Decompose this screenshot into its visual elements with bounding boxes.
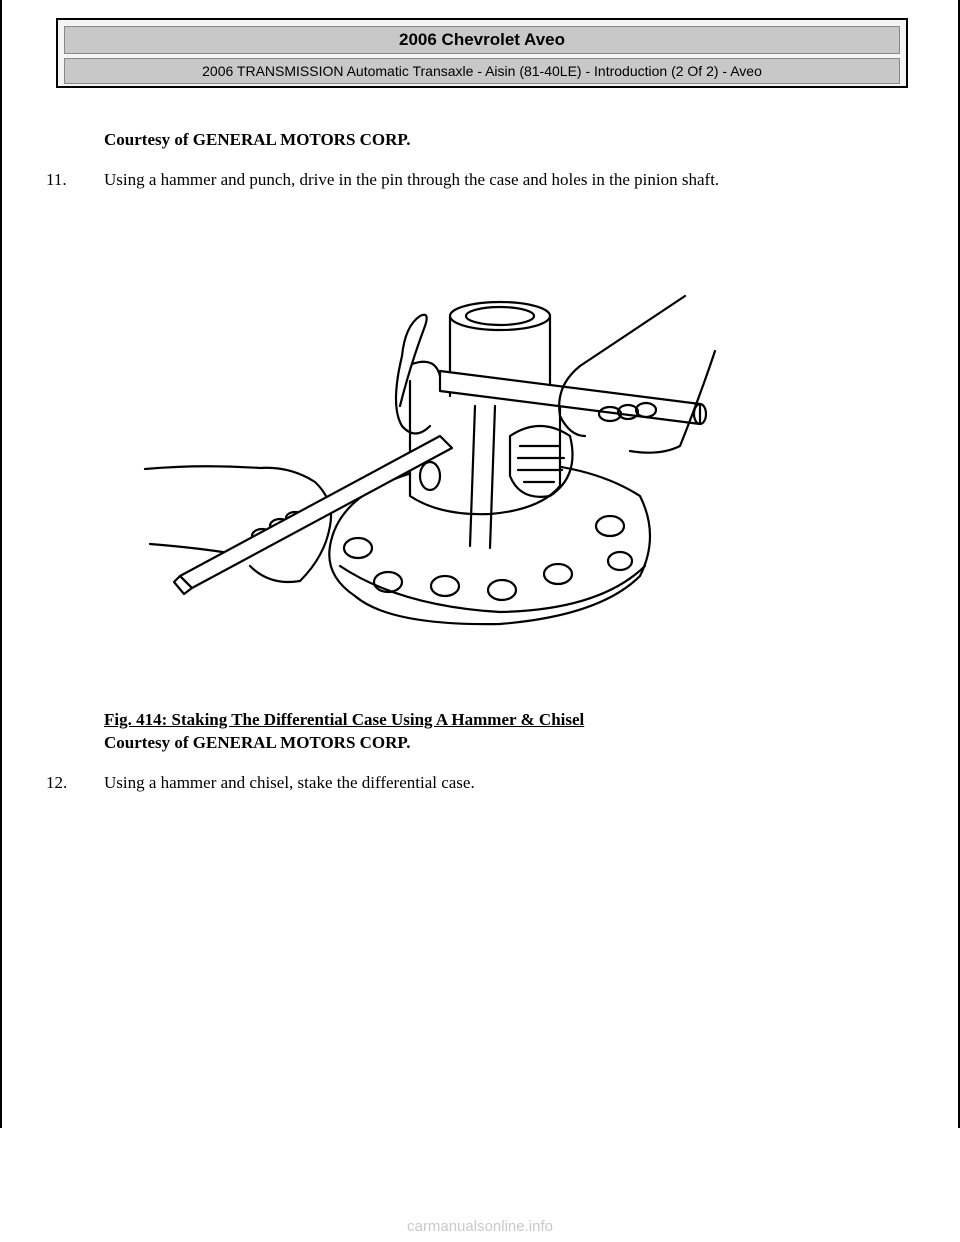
courtesy-line-top: Courtesy of GENERAL MOTORS CORP. bbox=[104, 130, 411, 149]
watermark-text: carmanualsonline.info bbox=[407, 1218, 553, 1235]
step-11-number: 11. bbox=[46, 170, 67, 189]
step-12-text: Using a hammer and chisel, stake the differential case. bbox=[104, 773, 475, 792]
document-header bbox=[56, 18, 908, 88]
step-12-number: 12. bbox=[46, 773, 68, 792]
courtesy-line-bottom: Courtesy of GENERAL MOTORS CORP. bbox=[104, 733, 411, 752]
differential-case-illustration bbox=[140, 286, 740, 626]
header-title: 2006 Chevrolet Aveo bbox=[64, 26, 900, 54]
header-subtitle: 2006 TRANSMISSION Automatic Transaxle - Aisin (81-40LE) - Introduction (2 Of 2) - Aveo bbox=[64, 58, 900, 84]
figure-caption: Fig. 414: Staking The Differential Case Using A Hammer & Chisel bbox=[104, 710, 585, 729]
step-11-text: Using a hammer and punch, drive in the pin through the case and holes in the pinion shaft. bbox=[104, 170, 720, 189]
